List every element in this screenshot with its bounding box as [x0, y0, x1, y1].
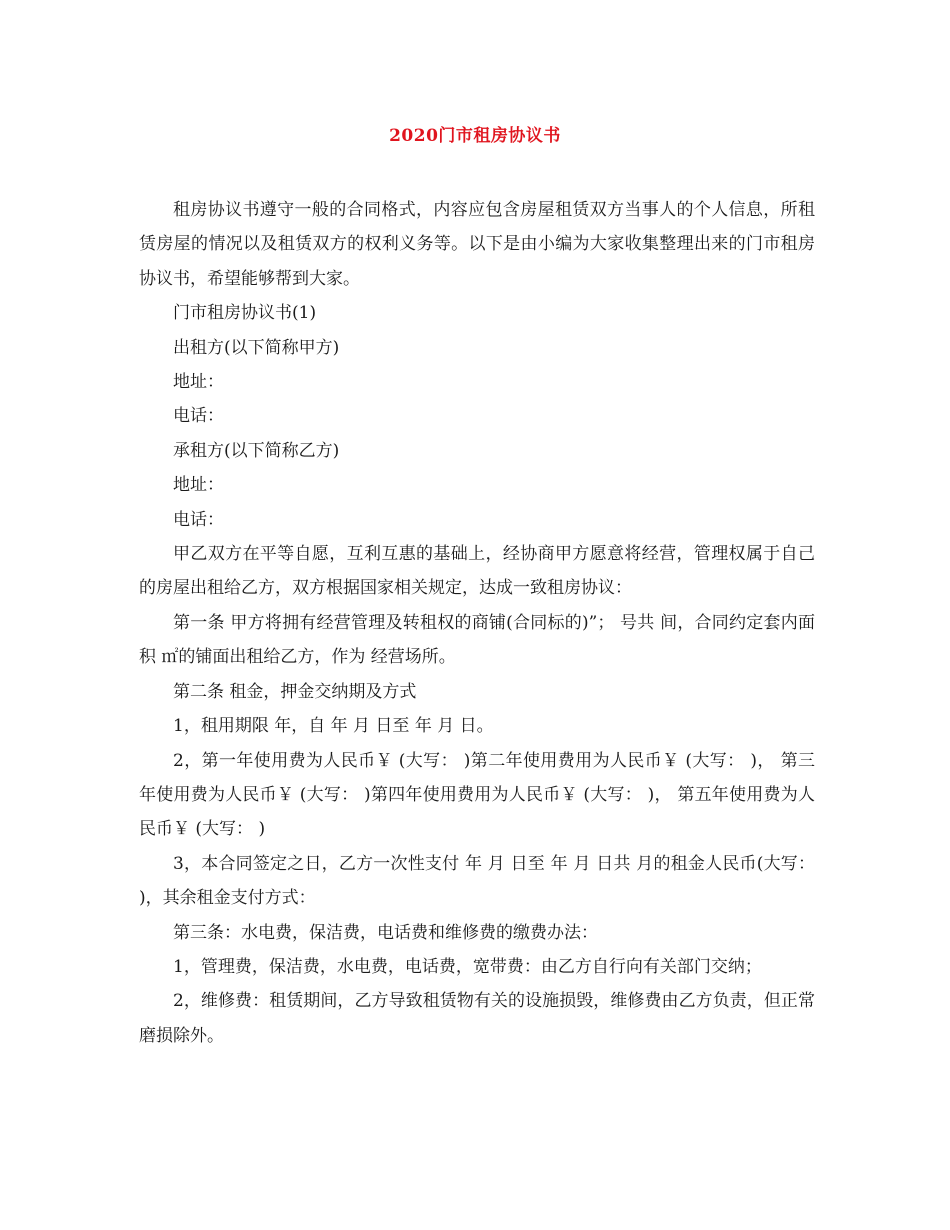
- lessor-address: 地址：: [173, 372, 224, 393]
- lessor-label: 出租方(以下简称甲方): [173, 337, 340, 358]
- document-title: 2020门市租房协议书: [389, 126, 561, 146]
- clause-2-heading: 第二条 租金，押金交纳期及方式: [173, 681, 417, 702]
- clause-2-item-2: 2，第一年使用费为人民币￥ (大写： )第二年使用费用为人民币￥ (大写： )， 第三年使用费为人民币￥ (大写： )第四年使用费用为人民币￥ (大写： )， 第五年使用费为人民币￥ (大写： ): [139, 750, 815, 840]
- document-body: [139, 193, 815, 1053]
- clause-3-heading: 第三条：水电费，保洁费，电话费和维修费的缴费办法：: [173, 922, 598, 943]
- clause-2-item-1: 1，租用期限 年，自 年 月 日至 年 月 日。: [173, 716, 494, 737]
- clause-3-item-1: 1，管理费，保洁费，水电费，电话费，宽带费：由乙方自行向有关部门交纳；: [173, 956, 762, 977]
- clause-3-item-2: 2，维修费：租赁期间，乙方导致租赁物有关的设施损毁，维修费由乙方负责，但正常磨损除外。: [139, 991, 815, 1046]
- clause-2-item-3: 3，本合同签定之日，乙方一次性支付 年 月 日至 年 月 日共 月的租金人民币(大写： )，其余租金支付方式：: [139, 853, 815, 909]
- clause-1: 第一条 甲方将拥有经营管理及转租权的商铺(合同标的)”； 号共 间，合同约定套内面积 ㎡的铺面出租给乙方，作为 经营场所。: [139, 612, 815, 668]
- section-heading: 门市租房协议书(1): [173, 303, 317, 324]
- intro-paragraph: 租房协议书遵守一般的合同格式，内容应包含房屋租赁双方当事人的个人信息，所租赁房屋的情况以及租赁双方的权利义务等。以下是由小编为大家收集整理出来的门市租房协议书，希望能够帮到大家。: [139, 200, 815, 289]
- lessee-phone: 电话：: [173, 509, 224, 530]
- lessee-address: 地址：: [173, 475, 224, 496]
- lessee-label: 承租方(以下简称乙方): [173, 440, 340, 461]
- lessor-phone: 电话：: [173, 406, 224, 427]
- agreement-preamble: 甲乙双方在平等自愿，互利互惠的基础上，经协商甲方愿意将经营，管理权属于自己的房屋出租给乙方，双方根据国家相关规定，达成一致租房协议：: [139, 544, 815, 599]
